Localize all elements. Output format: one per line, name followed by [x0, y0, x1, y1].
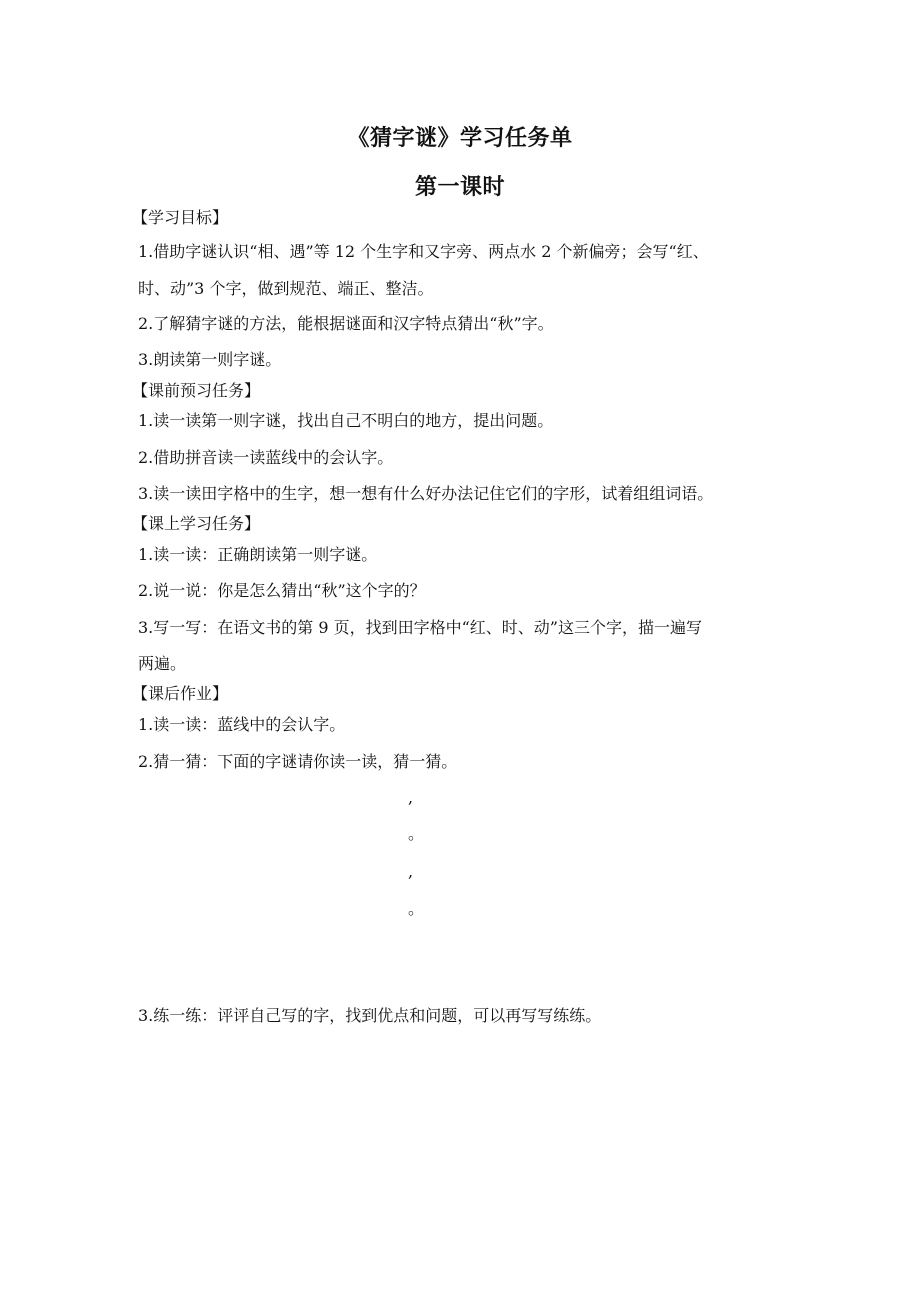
riddle-punctuation: , [408, 862, 414, 881]
homework-item: 2.猜一猜：下面的字谜请你读一读，猜一猜。 [138, 752, 458, 771]
riddle-punctuation: , [408, 788, 414, 807]
preview-item: 2.借助拼音读一读蓝线中的会认字。 [138, 448, 394, 467]
section-heading-homework: 【课后作业】 [132, 684, 229, 703]
class-item: 1.读一读：正确朗读第一则字谜。 [138, 545, 378, 564]
preview-item: 3.读一读田字格中的生字，想一想有什么好办法记住它们的字形，试着组组词语。 [138, 484, 714, 503]
goal-item: 1.借助字谜认识“相、遇”等 12 个生字和又字旁、两点水 2 个新偏旁；会写“红、 [138, 242, 709, 261]
section-heading-goals: 【学习目标】 [132, 208, 229, 227]
class-item: 两遍。 [138, 654, 187, 673]
riddle-punctuation: 。 [408, 899, 425, 918]
document-title: 《猜字谜》学习任务单 [347, 125, 573, 151]
section-heading-class: 【课上学习任务】 [132, 514, 261, 533]
homework-item: 1.读一读：蓝线中的会认字。 [138, 715, 346, 734]
goal-item: 3.朗读第一则字谜。 [138, 350, 282, 369]
homework-item: 3.练一练：评评自己写的字，找到优点和问题，可以再写写练练。 [138, 1006, 602, 1025]
goal-item: 2.了解猜字谜的方法，能根据谜面和汉字特点猜出“秋”字。 [138, 314, 554, 333]
section-heading-preview: 【课前预习任务】 [132, 381, 261, 400]
document-subtitle: 第一课时 [414, 174, 505, 200]
preview-item: 1.读一读第一则字谜，找出自己不明白的地方，提出问题。 [138, 411, 554, 430]
class-item: 3.写一写：在语文书的第 9 页，找到田字格中“红、时、动”这三个字，描一遍写 [138, 618, 702, 637]
class-item: 2.说一说：你是怎么猜出“秋”这个字的？ [138, 581, 426, 600]
riddle-punctuation: 。 [408, 824, 425, 843]
goal-item: 时、动”3 个字，做到规范、端正、整洁。 [138, 279, 434, 298]
